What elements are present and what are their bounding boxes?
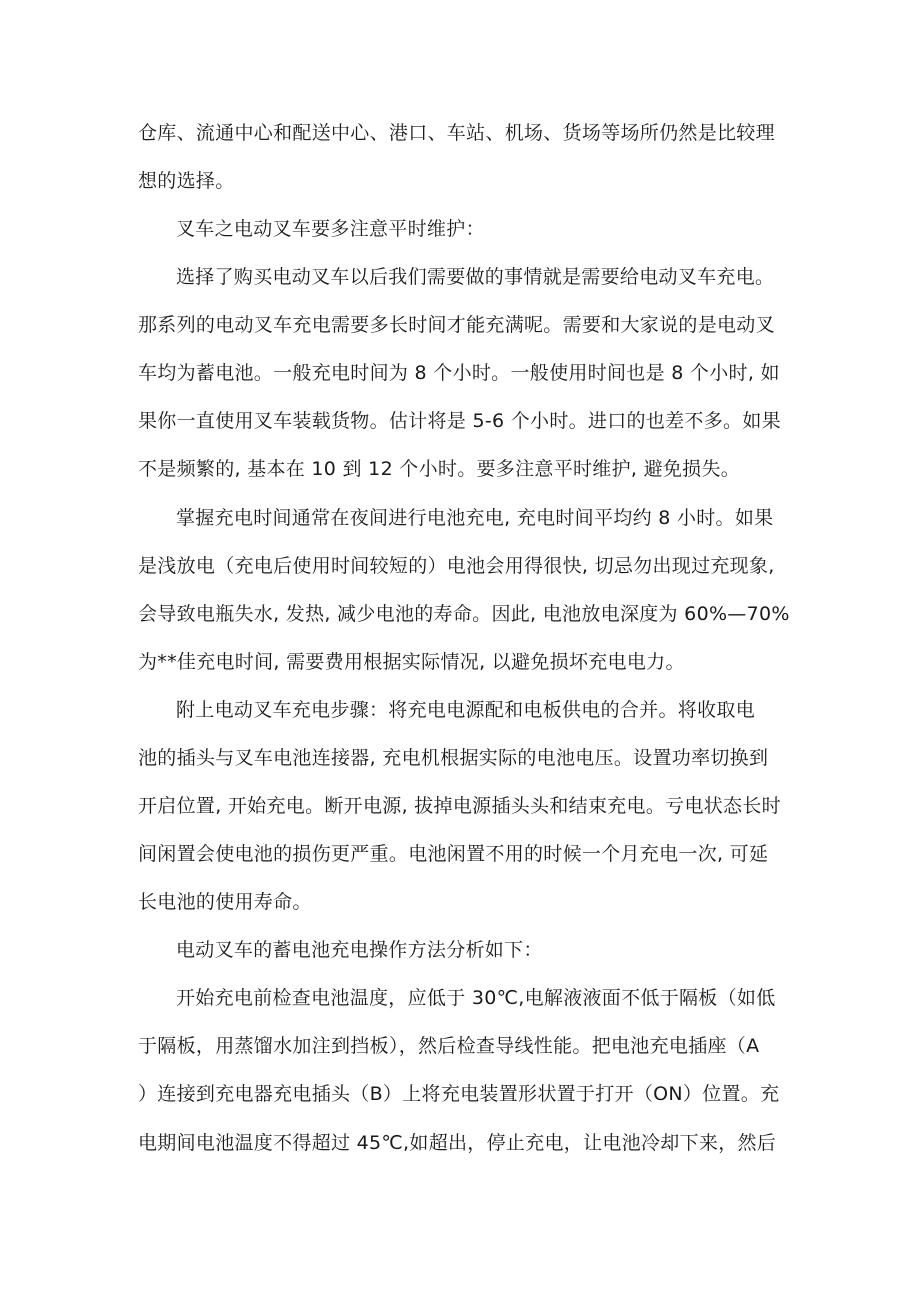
text-line: 开启位置, 开始充电。断开电源, 拔掉电源插头头和结束充电。亏电状态长时 bbox=[138, 795, 781, 817]
text-line: 那系列的电动叉车充电需要多长时间才能充满呢。需要和大家说的是电动叉 bbox=[138, 314, 775, 336]
text-line: 于隔板，用蒸馏水加注到挡板），然后检查导线性能。把电池充电插座（A bbox=[138, 1035, 760, 1057]
text-line: 果你一直使用叉车装载货物。估计将是 5-6 个小时。进口的也差不多。如果 bbox=[138, 410, 781, 432]
text-line: 车均为蓄电池。一般充电时间为 8 个小时。一般使用时间也是 8 个小时, 如 bbox=[138, 362, 780, 384]
section-heading: 电动叉车的蓄电池充电操作方法分析如下： bbox=[176, 939, 543, 961]
text-line: 间闲置会使电池的损伤更严重。电池闲置不用的时候一个月充电一次, 可延 bbox=[138, 843, 769, 865]
text-line: 长电池的使用寿命。 bbox=[138, 891, 312, 913]
text-line: 掌握充电时间通常在夜间进行电池充电, 充电时间平均约 8 小时。如果 bbox=[176, 507, 774, 529]
text-line: 不是频繁的, 基本在 10 到 12 个小时。要多注意平时维护, 避免损失。 bbox=[138, 458, 741, 480]
text-line: 电期间电池温度不得超过 45℃,如超出，停止充电，让电池冷却下来，然后 bbox=[138, 1132, 777, 1154]
text-line: 仓库、流通中心和配送中心、港口、车站、机场、货场等场所仍然是比较理 bbox=[138, 122, 775, 144]
text-line: 想的选择。 bbox=[138, 170, 235, 192]
text-line: 是浅放电（充电后使用时间较短的）电池会用得很快, 切忌勿出现过充现象, bbox=[138, 555, 775, 577]
text-line: 会导致电瓶失水, 发热, 减少电池的寿命。因此, 电池放电深度为 60%—70% bbox=[138, 603, 790, 625]
text-line: 开始充电前检查电池温度，应低于 30℃,电解液液面不低于隔板（如低 bbox=[176, 987, 776, 1009]
text-line: 为**佳充电时间, 需要费用根据实际情况, 以避免损坏充电电力。 bbox=[138, 651, 685, 673]
text-line: 附上电动叉车充电步骤：将充电电源配和电板供电的合并。将收取电 bbox=[176, 699, 756, 721]
text-line: 池的插头与叉车电池连接器, 充电机根据实际的电池电压。设置功率切换到 bbox=[138, 747, 769, 769]
text-line: 选择了购买电动叉车以后我们需要做的事情就是需要给电动叉车充电。 bbox=[176, 266, 775, 288]
text-line: ）连接到充电器充电插头（B）上将充电装置形状置于打开（ON）位置。充 bbox=[138, 1083, 780, 1105]
section-heading: 叉车之电动叉车要多注意平时维护： bbox=[176, 218, 485, 240]
